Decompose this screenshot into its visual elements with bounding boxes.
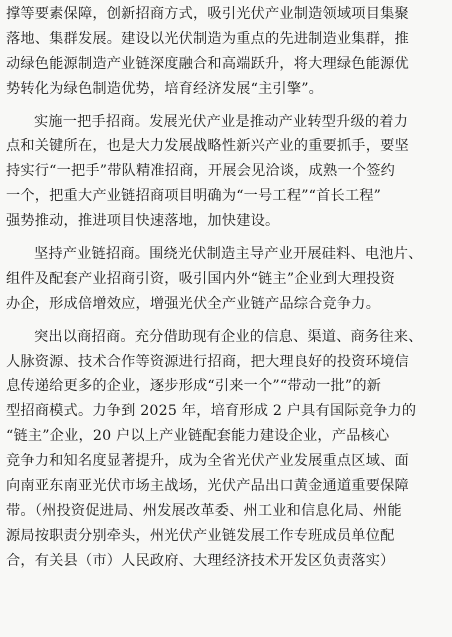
text-line: 落地、集群发展。建设以光伏制造为重点的先进制造业集群，推	[6, 30, 409, 47]
text-line: 持实行“一把手”带队精准招商，开展会见洽谈，成熟一个签约	[6, 163, 395, 180]
paragraph-gap	[6, 234, 446, 242]
text-line: 动绿色能源制造产业链深度融合和高端跃升，将大理绿色能源优	[6, 55, 409, 72]
text-line: 强势推动，推进项目快速落地，加快建设。	[6, 213, 280, 230]
text-line: 一个，把重大产业链招商项目明确为“一号工程”“首长工程”	[6, 188, 382, 205]
document-body	[6, 2, 446, 574]
text-line: 合，有关县（市）人民政府、大理经济技术开发区负责落实）	[6, 552, 395, 569]
paragraph-gap	[6, 102, 446, 110]
paragraph-gap	[6, 317, 446, 325]
text-line: 型招商模式。力争到 2025 年，培育形成 2 户具有国际竞争力的	[6, 403, 417, 420]
text-line: 撑等要素保障，创新招商方式，吸引光伏产业制造领域项目集聚	[6, 6, 409, 22]
text-line: 办企，形成倍增效应，增强光伏全产业链产品综合竞争力。	[6, 295, 381, 312]
text-line: 带。（州投资促进局、州发展改革委、州工业和信息化局、州能	[6, 502, 402, 519]
paragraph-heading-line: 突出以商招商。充分借助现有企业的信息、渠道、商务往来、	[34, 328, 423, 345]
text-line: 源局按职责分别牵头，州光伏产业链发展工作专班成员单位配	[6, 527, 395, 544]
text-line: 组件及配套产业招商引资，吸引国内外“链主”企业到大理投资	[6, 270, 395, 287]
text-line: 竞争力和知名度显著提升，成为全省光伏产业发展重点区域、面	[6, 453, 409, 470]
text-line: 向南亚东南亚光伏市场主战场，光伏产品出口黄金通道重要保障	[6, 478, 409, 495]
text-line: 人脉资源、技术合作等资源进行招商，把大理良好的投资环境信	[6, 353, 409, 370]
paragraph-heading-line: 实施一把手招商。发展光伏产业是推动产业转型升级的着力	[34, 113, 409, 130]
text-line: “链主”企业，20 户以上产业链配套能力建设企业，产品核心	[6, 428, 390, 445]
text-line: 势转化为绿色制造优势，培育经济发展“主引擎”。	[6, 80, 324, 97]
paragraph-heading-line: 坚持产业链招商。围绕光伏制造主导产业开展硅料、电池片、	[34, 246, 423, 263]
text-line: 点和关键所在，也是大力发展战略性新兴产业的重要抓手，要坚	[6, 138, 409, 155]
text-line: 息传递给更多的企业，逐步形成“引来一个”“带动一批”的新	[6, 378, 382, 395]
